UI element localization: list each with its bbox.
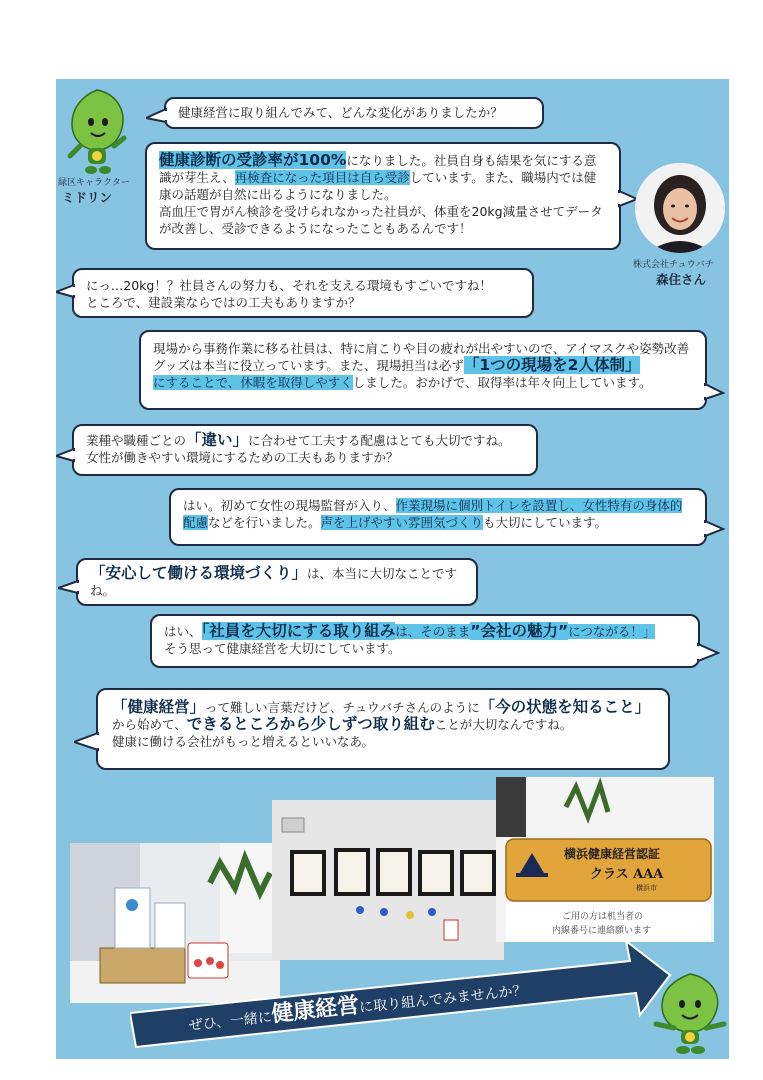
question-5-bold-1: 「健康経営」	[112, 698, 206, 716]
question-3-bold-difference: 「違い」	[186, 431, 249, 449]
answer-bubble-2	[139, 330, 707, 410]
bubble-tail-q5	[74, 732, 100, 752]
question-bubble-2	[72, 268, 534, 318]
answer-4-text-2: そう思って健康経営を大切にしています。	[164, 641, 401, 656]
midorin-character	[60, 86, 134, 176]
answer-4-text-1: はい、	[164, 624, 202, 639]
question-bubble-4	[76, 558, 478, 606]
answer-2-text-2: しました。おかげで、取得率は年々向上しています。	[352, 375, 652, 390]
card-line-1: ご用の方は机当者の	[562, 912, 644, 922]
answer-2-text-1: 現場から事務作業に移る社員は、特に肩こりや目の疲れが出やすいので、アイマスクや姿勢改善グッズは本当に役立っています。また、現場担当は必ず	[153, 341, 690, 373]
bubble-tail-a2	[703, 383, 725, 401]
answer-bubble-3	[169, 488, 707, 546]
question-3-text-3: 女性が働きやすい環境にするための工夫もありますか？	[86, 450, 399, 465]
question-5-bold-3: できるところから少しずつ取り組む	[186, 715, 435, 733]
answer-3-highlight-atmosphere: 声を上げやすい雰囲気づくり	[320, 515, 484, 530]
question-1-text: 健康経営に取り組んでみて、どんな変化がありましたか？	[178, 105, 503, 120]
answer-3-text-1: はい。初めて女性の現場監督が入り、	[183, 498, 396, 513]
cta-big: 健康経営	[270, 993, 361, 1028]
question-3-text-1: 業種や職種ごとの	[86, 433, 187, 448]
bubble-tail-q1	[146, 108, 168, 124]
interviewee-company: 株式会社チュウバチ	[633, 260, 714, 270]
question-5-text-3: ことが大切なんですね。	[434, 717, 573, 732]
answer-1-highlight-recheck: 再検査になった項目は自ら受診	[234, 170, 410, 185]
answer-1-text-2: しています。また、職場内では健康の話題が自然に出るようになりました。	[159, 170, 597, 202]
answer-3-text-3: も大切にしています。	[483, 515, 608, 530]
bubble-tail-q4	[58, 580, 80, 596]
answer-4-highlight-1: 「社員を大切にする取り組み	[201, 622, 396, 640]
question-5-text-4: 健康に働ける会社がもっと増えるといいなあ。	[112, 734, 375, 749]
sign-issuer: 横浜市	[636, 884, 657, 892]
sign-title: 横浜健康経営認証	[564, 847, 661, 861]
character-role: 緑区キャラクター	[58, 178, 130, 188]
question-5-bold-2: 「今の状態を知ること」	[479, 698, 651, 716]
answer-4-highlight-4: につながる！」	[568, 624, 656, 639]
answer-1-text-3: 高血圧で胃がん検診を受けられなかった社員が、体重を20kg減量させてデータが改善し、受診できるようになったこともあるんです！	[159, 204, 603, 236]
answer-2-highlight-two-person: 「1つの現場を2人体制」	[463, 356, 641, 374]
answer-bubble-4	[150, 614, 700, 668]
answer-bubble-1	[145, 142, 621, 250]
photo-certification-sign	[496, 777, 714, 942]
bubble-tail-a4	[696, 643, 720, 663]
question-5-text-1: って難しい言葉だけど、チュウバチさんのように	[205, 700, 480, 715]
sign-class: クラス AAA	[590, 867, 664, 882]
card-line-2: 内線番号に連絡願います	[552, 926, 652, 936]
bubble-tail-a3	[703, 520, 725, 538]
answer-3-highlight-toilet: 作業現場に個別トイレを設置し、女性特有の身体的配慮	[183, 498, 683, 530]
answer-2-highlight-vacation: にすることで、休暇を取得しやすく	[153, 375, 353, 390]
interviewee-photo	[635, 163, 725, 253]
interviewee-name: 森住さん	[656, 272, 707, 287]
answer-4-highlight-3: ”会社の魅力”	[470, 622, 569, 640]
question-4-bold-environment: 「安心して働ける環境づくり」	[90, 564, 308, 582]
question-5-text-2: から始めて、	[112, 717, 187, 732]
bubble-tail-q2	[56, 284, 76, 300]
question-4-text: は、本当に大切なことですね。	[90, 566, 458, 598]
cta-pre: ぜひ、一緒に	[188, 1009, 273, 1035]
question-3-text-2: に合わせて工夫する配慮はとても大切ですね。	[248, 433, 511, 448]
question-2-text-1: にっ…20kg！？社員さんの努力も、それを支える環境もすごいですね！	[86, 278, 492, 293]
answer-1-text-1: になりました。社員自身も結果を気にする意識が芽生え、	[159, 153, 597, 185]
question-bubble-1	[164, 97, 544, 129]
question-bubble-5	[96, 688, 670, 770]
character-name: ミドリン	[62, 190, 113, 205]
bubble-tail-q3	[56, 448, 76, 464]
answer-4-highlight-2: は、そのまま	[395, 624, 471, 639]
cta-post: に取り組んでみませんか？	[358, 982, 528, 1017]
question-bubble-3	[72, 424, 538, 476]
question-2-text-2: ところで、建設業ならではの工夫もありますか？	[86, 295, 361, 310]
answer-1-highlight-rate: 健康診断の受診率が100%	[159, 151, 347, 169]
answer-3-text-2: などを行いました。	[208, 515, 321, 530]
midorin-character-bottom	[650, 968, 730, 1056]
